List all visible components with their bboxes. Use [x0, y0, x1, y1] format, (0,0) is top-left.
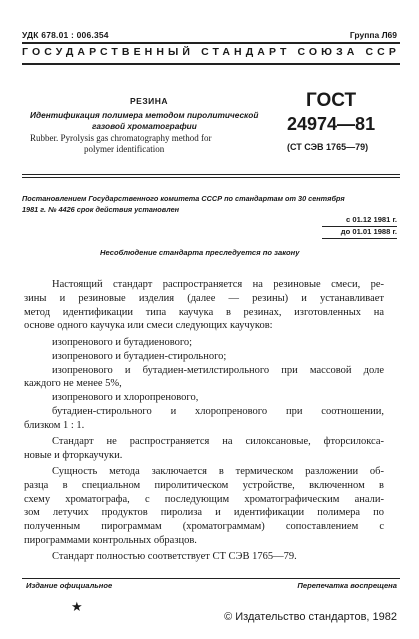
reprint-prohibited: Перепечатка воспрещена [297, 581, 397, 590]
title-rule-2 [22, 177, 400, 178]
validity-from: с 01.12 1981 г. [346, 215, 397, 224]
intro-line: Настоящий стандарт распространяется на резиновые смеси, ре- [52, 279, 384, 290]
method-line: полученным пирограммам (хроматограммам) сопоставлением с [24, 521, 384, 533]
decree-line-1: Постановлением Государственного комитета СССР по стандартам от 30 сентября [22, 194, 345, 203]
list-item: изопренового и бутадиен-стирольного; [52, 350, 227, 362]
list-item: изопренового и бутадиенового; [52, 337, 193, 348]
title-ru-line-2: газовой хроматографии [92, 121, 197, 131]
title-ru-line-1: Идентификация полимера методом пиролитической [30, 110, 259, 120]
intro-line: основе одного каучука или смеси следующих каучуков: [24, 320, 273, 332]
intro-line: зины и резиновые изделия (далее — резины) и устанавливает [24, 292, 384, 304]
compliance-line: Стандарт полностью соответствует СТ СЭВ 1765—79. [52, 551, 297, 562]
banner-rule [22, 63, 400, 65]
star-icon: ★ [71, 599, 83, 614]
method-line: разца в специальном пиролитическом устройстве, включенном в [24, 479, 384, 491]
compliance-paragraph [24, 550, 384, 564]
rubber-list [24, 336, 384, 433]
intro-line: метод идентификации типа каучука в резинах, изготовленных на [24, 306, 384, 318]
method-line: Сущность метода заключается в термическом разложении об- [52, 466, 384, 477]
validity-to-underline [322, 238, 397, 239]
method-line: пирограммами контрольных образцов. [24, 534, 197, 546]
banner-title: ГОСУДАРСТВЕННЫЙ СТАНДАРТ СОЮЗА ССР [22, 46, 400, 58]
footer-rule [22, 578, 400, 579]
decree-line-2: 1981 г. № 4426 срок действия установлен [22, 205, 180, 214]
gost-number: 24974—81 [287, 114, 376, 134]
list-item: изопренового и хлоропренового, [52, 392, 199, 404]
validity-to: до 01.01 1988 г. [340, 227, 397, 236]
list-item: бутадиен-стирольного и хлоропренового при соотношении, [52, 405, 384, 417]
official-edition: Издание официальное [26, 581, 113, 590]
subject-title: РЕЗИНА [130, 96, 169, 106]
method-line: схему хроматографа, с последующим хроматографическим анали- [24, 493, 384, 505]
udk-code: УДК 678.01 : 006.354 [22, 30, 109, 40]
top-rule [22, 42, 400, 44]
copyright: © Издательство стандартов, 1982 [224, 611, 397, 623]
method-paragraph [24, 465, 384, 548]
method-line: зом летучих продуктов пиролиза и идентификации полимера по [24, 507, 384, 519]
exclusion-line: новые и фторкаучуки. [24, 449, 123, 461]
title-en-line-2: polymer identification [84, 144, 165, 154]
st-sev-reference: (СТ СЭВ 1765—79) [287, 142, 369, 152]
list-item: изопренового и бутадиен-метилстирольного при массовой доле [52, 364, 384, 376]
law-warning: Несоблюдение стандарта преследуется по закону [100, 248, 300, 257]
exclusion-paragraph [24, 435, 384, 463]
exclusion-line: Стандарт не распространяется на силоксановые, фторсилокса- [52, 436, 384, 447]
list-item: близком 1 : 1. [24, 419, 85, 431]
list-item: каждого не менее 5%, [24, 378, 122, 390]
title-en-line-1: Rubber. Pyrolysis gas chromatography method for [30, 133, 212, 143]
group-code: Группа Л69 [349, 30, 397, 40]
title-rule [22, 174, 400, 175]
gost-label: ГОСТ [306, 90, 357, 111]
intro-paragraph [24, 278, 384, 333]
